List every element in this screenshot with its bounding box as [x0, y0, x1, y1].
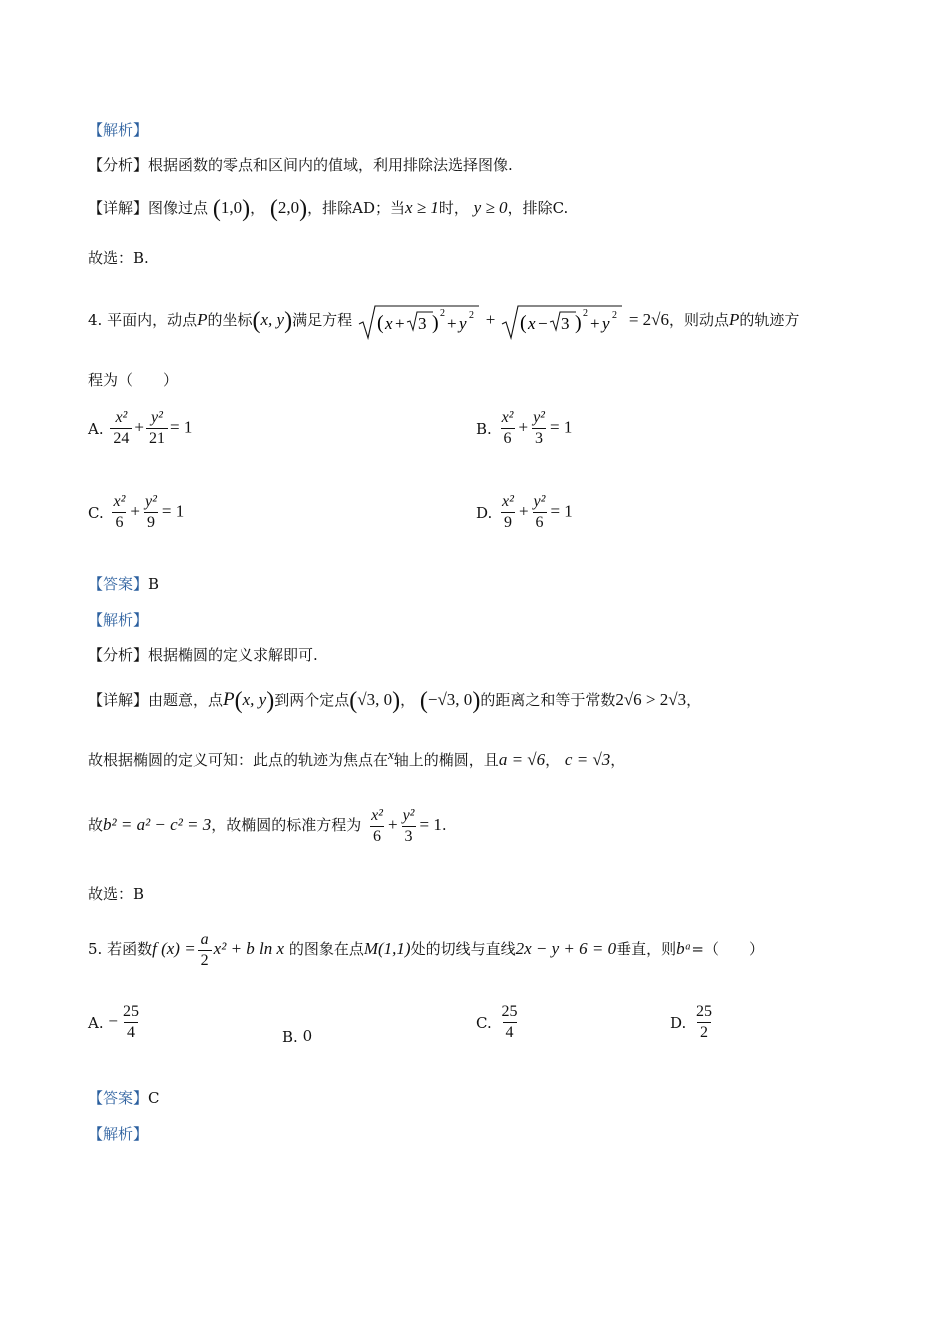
numerator: 25 [501, 1003, 518, 1020]
option-d[interactable] [476, 492, 573, 533]
q5-option-c[interactable] [476, 1002, 523, 1043]
q3-conclusion [88, 248, 890, 268]
xiangjie-pre: 故根据椭圆的定义可知：此点的轨迹为焦点在 [88, 751, 389, 769]
svg-text:+: + [394, 313, 405, 333]
fraction [111, 492, 129, 533]
fenxi-text: 根据椭圆的定义求解即可. [148, 646, 318, 664]
q4-conclusion [88, 884, 890, 904]
denominator: 3 [532, 428, 546, 449]
stem-pre: 若函数 [107, 940, 153, 958]
answer-value: B [148, 575, 160, 593]
fraction [146, 408, 168, 449]
option-label: D. [670, 1013, 687, 1032]
fenxi-tag: 【分析】 [88, 646, 149, 664]
conclusion-text: 故选：B. [88, 249, 149, 267]
xiangjie-mid: ，排除AD；当 [307, 199, 405, 217]
xiangjie-pre: 图像过点 [148, 199, 209, 217]
rhs: = 1 [549, 417, 573, 437]
svg-text:(: ( [376, 311, 384, 334]
q5-option-a[interactable] [88, 1002, 144, 1043]
inequality: 2√6 > 2√3 [615, 690, 687, 709]
fenxi-tag: 【分析】 [88, 156, 149, 174]
q3-fenxi-line [88, 155, 890, 175]
denominator: 2 [198, 950, 212, 971]
svg-text:x: x [528, 313, 536, 333]
rhs: = 1 [169, 417, 193, 437]
q5-option-b[interactable] [282, 1026, 312, 1047]
var-p: P [197, 310, 208, 329]
function-lhs: f (x) = [152, 939, 196, 958]
numerator: y² [151, 409, 163, 426]
fraction [499, 492, 517, 533]
svg-text:2: 2 [612, 309, 618, 321]
svg-text:2: 2 [583, 307, 589, 319]
denominator: 21 [146, 428, 168, 449]
rhs: = 1 [419, 815, 442, 834]
numerator: y² [402, 806, 415, 824]
plus-sign: + [518, 501, 529, 521]
paren-close: ) [242, 196, 251, 222]
denominator: 6 [533, 512, 547, 533]
xiangjie-mid2: 时， [438, 199, 469, 217]
option-label: A. [88, 419, 104, 438]
rhs: = 1 [161, 501, 185, 521]
fraction [368, 806, 386, 847]
paren-close: ) [392, 688, 401, 714]
question-number: 5. [88, 940, 103, 958]
fraction [142, 492, 160, 533]
option-label: B. [282, 1028, 298, 1046]
stem-mid2: 满足方程 [292, 311, 353, 329]
value-a: a = √6 [498, 750, 546, 769]
power-expression: bᵃ [676, 939, 692, 958]
option-value: 0 [302, 1027, 313, 1045]
numerator: x² [502, 493, 514, 510]
q5-analysis-heading [88, 1124, 890, 1144]
question-number: 4. [88, 311, 103, 329]
q4-answer-line [88, 574, 890, 594]
option-label: B. [476, 419, 492, 438]
xiangjie-mid: 到两个定点 [274, 691, 350, 709]
paren-close: ) [299, 196, 308, 222]
fraction [400, 806, 418, 847]
paren-close: ) [266, 688, 275, 714]
denominator: 2 [697, 1022, 711, 1043]
option-a[interactable] [88, 408, 192, 449]
denominator: 6 [112, 512, 126, 533]
q3-xiangjie-line [88, 196, 890, 222]
xiangjie-pre: 故 [88, 816, 104, 834]
xiangjie-tag: 【详解】 [88, 199, 149, 217]
option-b[interactable] [476, 408, 572, 449]
line-end: ， [610, 751, 626, 769]
numerator: a [200, 930, 209, 948]
line-end: . [441, 816, 447, 834]
answer-tag: 【答案】 [88, 575, 149, 593]
separator: ， [400, 691, 416, 709]
stem-post2: 的轨迹方 [739, 311, 800, 329]
q4-xiangjie-line1 [88, 688, 890, 714]
stem-mid: 的坐标 [207, 311, 253, 329]
coordinate: x, y [260, 310, 285, 329]
var-p: P [729, 310, 740, 329]
plus-sign: + [130, 501, 140, 521]
coordinate: x, y [242, 690, 267, 709]
separator: ， [545, 751, 561, 769]
stem-mid: 的图象在点 [288, 940, 364, 958]
fraction [530, 408, 548, 449]
point-1: 1,0 [220, 198, 243, 217]
svg-text:y: y [458, 313, 467, 333]
paren-open: ( [252, 308, 261, 334]
stem-post: ，则动点 [669, 311, 730, 329]
q4-fenxi-line [88, 645, 890, 665]
fraction [693, 1002, 715, 1043]
answer-value: C [148, 1089, 160, 1107]
q4-xiangjie-line2 [88, 745, 890, 770]
xiangjie-mid: ，故椭圆的标准方程为 [211, 816, 362, 834]
xiangjie-pre: 由题意，点 [148, 691, 224, 709]
plus-sign: + [134, 417, 144, 437]
numerator: x² [113, 493, 126, 510]
denominator: 24 [110, 428, 132, 449]
option-label: A. [88, 1013, 104, 1032]
denominator: 4 [124, 1022, 138, 1043]
fraction [499, 408, 517, 449]
svg-text:+: + [590, 313, 600, 333]
fraction [110, 408, 132, 449]
svg-text:+: + [446, 313, 457, 333]
fenxi-text: 根据函数的零点和区间内的值域，利用排除法选择图像. [148, 156, 513, 174]
paren-open: ( [349, 688, 358, 714]
q4-analysis-heading [88, 610, 890, 630]
q5-option-d[interactable] [670, 1002, 717, 1043]
numerator: 25 [122, 1003, 139, 1020]
q4-stem-line1 [88, 300, 890, 340]
svg-text:3: 3 [417, 313, 427, 333]
sqrt-expression-1 [357, 302, 481, 342]
sqrt-term-1 [357, 301, 481, 342]
denominator: 9 [501, 512, 515, 533]
value-c: c = √3 [564, 750, 611, 769]
sqrt-term-2 [500, 301, 624, 342]
fraction [531, 492, 549, 533]
analysis-tag: 【解析】 [88, 1125, 149, 1143]
numerator: 25 [696, 1003, 713, 1020]
denominator: 4 [503, 1022, 517, 1043]
option-label: C. [476, 1013, 492, 1032]
stem-mid3: 垂直，则 [616, 940, 677, 958]
sqrt-expression-2 [500, 302, 624, 342]
q5-stem [88, 924, 890, 974]
numerator: x² [371, 806, 383, 824]
fraction [198, 930, 212, 971]
paren-close: ) [472, 688, 481, 714]
denominator: 3 [402, 826, 416, 847]
numerator: y² [533, 409, 545, 426]
paren-open: ( [234, 688, 243, 714]
equation-b: b² = a² − c² = 3 [103, 815, 212, 834]
plus-sign: + [485, 310, 496, 329]
denominator: 6 [370, 826, 384, 847]
fraction [120, 1002, 142, 1043]
paren-open: ( [212, 196, 221, 222]
xiangjie-mid2: 的距离之和等于常数 [480, 691, 616, 709]
stem-end: =（ ） [691, 940, 764, 958]
stem-mid2: 处的切线与直线 [410, 940, 516, 958]
focus-1: √3, 0 [357, 690, 393, 709]
svg-text:): ) [431, 311, 439, 334]
xiangjie-mid: 轴上的椭圆，且 [393, 751, 499, 769]
svg-text:2: 2 [468, 309, 474, 321]
axis-x: x [388, 747, 394, 762]
svg-text:x: x [384, 313, 393, 333]
separator: ， [250, 199, 266, 217]
q5-answer-line [88, 1088, 890, 1108]
option-c[interactable] [88, 492, 184, 533]
q3-analysis-heading [88, 120, 890, 140]
denominator: 6 [501, 428, 515, 449]
numerator: y² [533, 493, 546, 510]
analysis-tag: 【解析】 [88, 121, 149, 139]
svg-text:): ) [575, 311, 582, 334]
point-m: M(1,1) [363, 939, 411, 958]
analysis-tag: 【解析】 [88, 611, 149, 629]
option-label: C. [88, 503, 104, 522]
fraction [499, 1002, 521, 1043]
xiangjie-tag: 【详解】 [88, 691, 149, 709]
paren-open: ( [269, 196, 278, 222]
point-p: P [223, 689, 235, 710]
line-end: ， [686, 691, 702, 709]
denominator: 9 [144, 512, 158, 533]
equation-rhs: = 2√6 [628, 310, 670, 329]
function-rest: x² + b ln x [213, 939, 285, 958]
q4-stem-line2 [88, 370, 890, 390]
svg-text:−: − [538, 313, 548, 333]
xiangjie-tail: ，排除C. [507, 199, 569, 217]
plus-sign: + [518, 417, 529, 437]
minus-sign: − [108, 1011, 118, 1031]
svg-text:3: 3 [561, 313, 570, 333]
focus-2: −√3, 0 [427, 690, 473, 709]
svg-text:y: y [602, 313, 610, 333]
numerator: y² [145, 493, 157, 510]
svg-text:2: 2 [439, 307, 445, 319]
answer-tag: 【答案】 [88, 1089, 149, 1107]
rhs: = 1 [550, 501, 573, 521]
paren-close: ) [284, 308, 293, 334]
option-label: D. [476, 503, 493, 522]
plus-sign: + [387, 815, 398, 834]
paren-open: ( [419, 688, 428, 714]
numerator: x² [501, 409, 514, 426]
svg-text:(: ( [520, 311, 527, 334]
condition-y: y ≥ 0 [473, 198, 508, 217]
numerator: x² [115, 409, 128, 426]
line-equation: 2x − y + 6 = 0 [515, 939, 617, 958]
condition-x: x ≥ 1 [404, 198, 439, 217]
q4-xiangjie-line3 [88, 800, 890, 850]
point-2: 2,0 [277, 198, 300, 217]
stem-line2: 程为（ ） [88, 371, 179, 389]
stem-pre: 平面内，动点 [107, 311, 198, 329]
conclusion-text: 故选：B [88, 885, 145, 903]
